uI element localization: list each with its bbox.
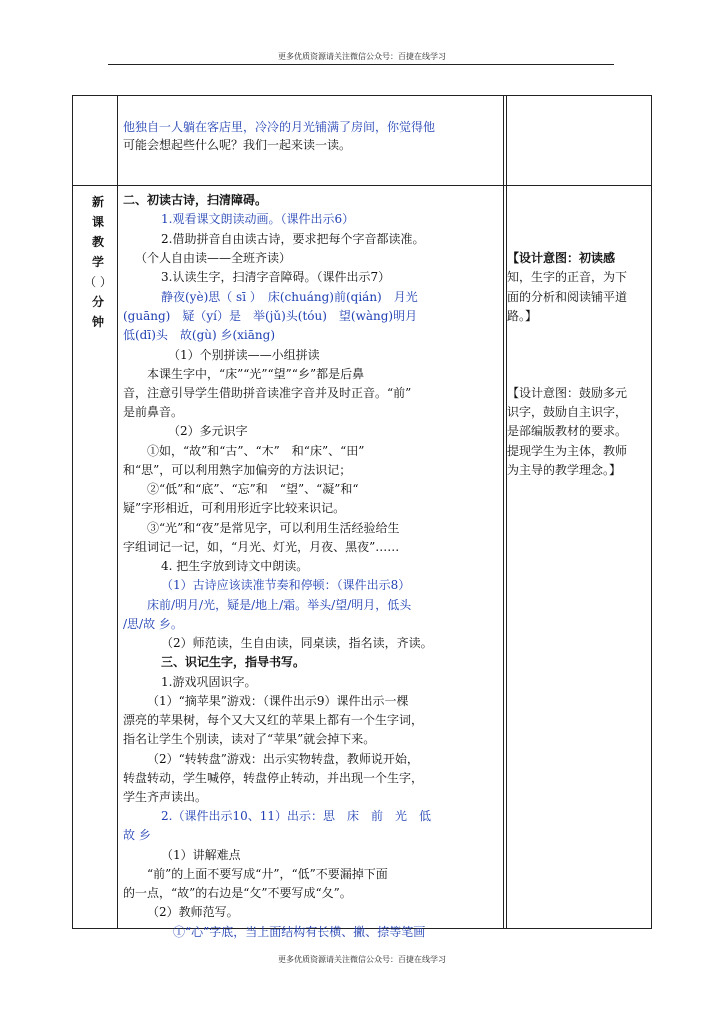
content-line: （1）古诗应该读准节奏和停顿：（课件出示8） <box>161 578 411 592</box>
column-divider <box>506 96 507 928</box>
content-line: 故 乡 <box>123 828 151 842</box>
content-line: “前”的上面不要写成“廾”，“低”不要漏掉下面 <box>147 867 388 881</box>
content-line: 疑”字形相近，可利用形近字比较来识记。 <box>123 501 346 515</box>
section-label <box>84 192 112 332</box>
content-line: 学生齐声读出。 <box>123 790 208 804</box>
design-note-line: 【设计意图：鼓励多元 <box>507 386 628 400</box>
design-note-line: 面的分析和阅读铺平道 <box>507 290 628 304</box>
content-line: ①如，“故”和“古”、“木” 和“床”、“田” <box>147 444 365 458</box>
section-label-line: 分钟 <box>91 295 104 329</box>
content-line: 4. 把生字放到诗文中朗读。 <box>161 559 309 573</box>
design-note-line: 路。】 <box>507 309 538 323</box>
content-line: 1.观看课文朗读动画。（课件出示6） <box>161 212 355 226</box>
content-line: /思/故 乡。 <box>123 617 183 631</box>
design-note-line: 【设计意图：初读感 <box>507 251 616 265</box>
content-line: 静夜(yè)思（ sī ） 床(chuáng)前(qián) 月光 <box>161 290 418 304</box>
section-label-line: 教学 <box>91 235 104 269</box>
content-line: 床前/明月/光，疑是/地上/霜。举头/望/明月，低头 <box>147 598 412 612</box>
content-line: 漂亮的苹果树，每个又大又红的苹果上都有一个生字词， <box>123 713 424 727</box>
section-label-line: （ ） <box>84 275 112 289</box>
page-header: 更多优质资源请关注微信公众号：百捷在线学习 <box>278 52 446 61</box>
content-line: 三、识记生字，指导书写。 <box>161 655 306 669</box>
content-line: （1）个别拼读——小组拼读 <box>168 348 320 362</box>
header-rule <box>108 64 614 65</box>
content-line: （2）师范读，生自由读，同桌读，指名读，齐读。 <box>161 636 433 650</box>
content-line: 指名让学生个别读，读对了“苹果”就会掉下来。 <box>123 732 376 746</box>
row-divider <box>73 185 651 186</box>
content-line: 的一点，“故”的右边是“攵”不要写成“夂”。 <box>123 886 352 900</box>
content-line: （2）“转转盘”游戏：出示实物转盘，教师说开始， <box>147 752 419 766</box>
column-divider <box>117 96 118 928</box>
column-divider <box>503 96 504 928</box>
content-line: 和“思”，可以利用熟字加偏旁的方法识记； <box>123 463 352 477</box>
content-line: 2.借助拼音自由读古诗，要求把每个字音都读准。 <box>161 232 425 246</box>
content-line: （2）教师范写。 <box>147 905 239 919</box>
content-line: (guāng) 疑（yí）是 举(jǔ)头(tóu) 望(wàng)明月 <box>123 309 418 323</box>
page-footer: 更多优质资源请关注微信公众号：百捷在线学习 <box>278 955 446 964</box>
content-line: ②“低”和“底”、“忘”和 “望”、“凝”和“ <box>147 482 359 496</box>
content-line: （1）讲解难点 <box>161 848 241 862</box>
content-line: ①“心”字底，当上面结构有长横、撇、捺等笔画 <box>173 925 426 939</box>
content-line: 2.（课件出示10、11）出示：思 床 前 光 低 <box>161 809 431 823</box>
content-line: 3.认读生字，扫清字音障碍。（课件出示7） <box>161 270 391 284</box>
content-line: 本课生字中，“床”“光”“望”“乡”都是后鼻 <box>147 367 365 381</box>
design-note-line: 提现学生为主体，教师 <box>507 444 628 458</box>
design-note-line: 是部编版教材的要求。 <box>507 424 628 438</box>
content-line: 低(dī)头 故(gù) 乡(xiāng) <box>123 328 276 342</box>
content-line: 二、初读古诗，扫清障碍。 <box>123 193 268 207</box>
section-label-line: 新课 <box>91 195 104 229</box>
content-line: 是前鼻音。 <box>123 405 184 419</box>
content-line: （2）多元识字 <box>168 424 248 438</box>
content-line: 1.游戏巩固识字。 <box>161 675 257 689</box>
design-note-line: 识字，鼓励自主识字， <box>507 405 628 419</box>
content-line: （1）“摘苹果”游戏：（课件出示9）课件出示一棵 <box>147 694 409 708</box>
design-note-line: 知，生字的正音，为下 <box>507 270 628 284</box>
intro-line: 可能会想起些什么呢？我们一起来读一读。 <box>123 138 352 152</box>
content-line: 音，注意引导学生借助拼音读准字音并及时正音。“前” <box>123 386 412 400</box>
content-line: 转盘转动，学生喊停，转盘停止转动，并出现一个生字， <box>123 771 424 785</box>
design-note-line: 为主导的教学理念。】 <box>507 463 622 477</box>
lesson-table <box>72 95 652 939</box>
content-line: 字组词记一记，如，“月光、灯光，月夜、黑夜”…… <box>123 540 400 554</box>
content-line: （个人自由读——全班齐读） <box>135 251 292 265</box>
intro-line: 他独自一人躺在客店里，冷冷的月光铺满了房间，你觉得他 <box>123 120 436 134</box>
content-line: ③“光”和“夜”是常见字，可以利用生活经验给生 <box>147 521 400 535</box>
